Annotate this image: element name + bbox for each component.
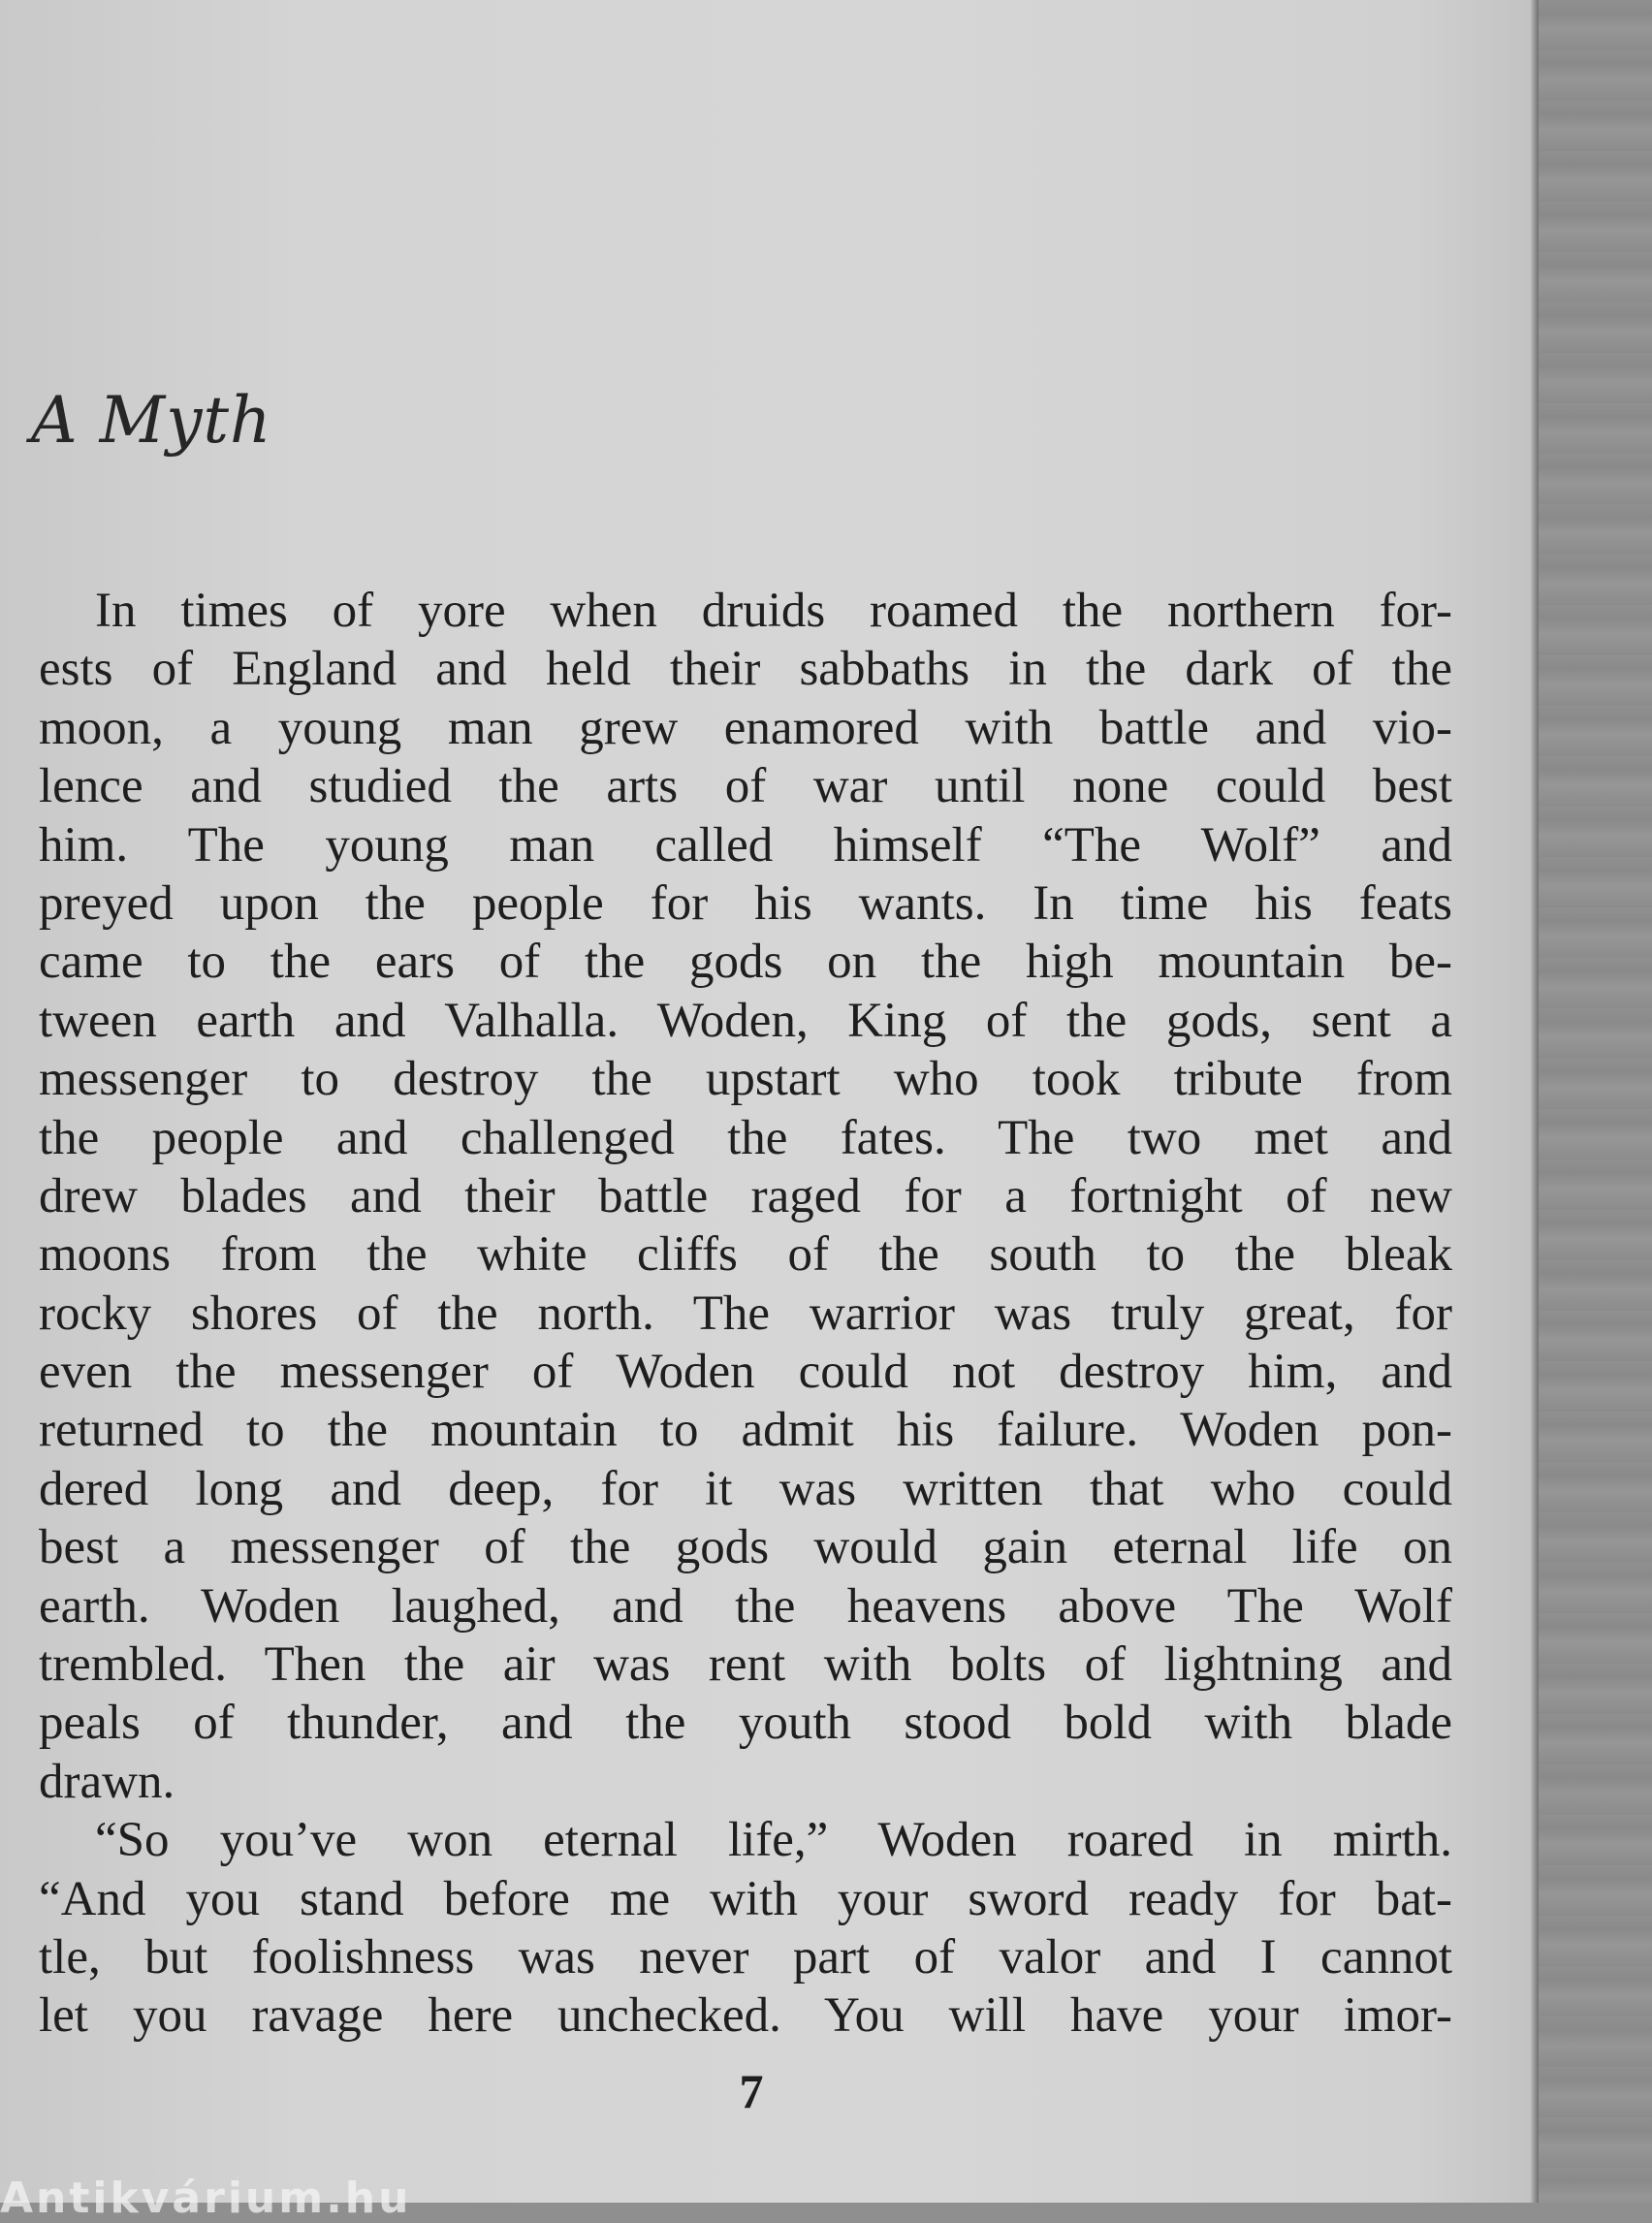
body-text — [39, 582, 1452, 2046]
text-line: let you ravage here unchecked. You will have your imor- — [39, 1988, 1452, 2044]
text-line: “And you stand before me with your sword ready for bat- — [39, 1871, 1452, 1926]
text-line: dered long and deep, for it was written that who could — [39, 1461, 1452, 1516]
chapter-title: A Myth — [31, 383, 272, 458]
paragraph — [39, 1811, 1452, 2046]
text-line: best a messenger of the gods would gain eternal life on — [39, 1520, 1452, 1575]
text-line: tle, but foolishness was never part of valor and I cannot — [39, 1929, 1452, 1985]
text-line: moons from the white cliffs of the south to the bleak — [39, 1227, 1452, 1283]
paragraph — [39, 582, 1452, 1811]
background-surface — [1539, 0, 1652, 2203]
page-edge-shadow — [1531, 0, 1539, 2203]
text-line: lence and studied the arts of war until none could best — [39, 759, 1452, 814]
text-line: moon, a young man grew enamored with battle and vio- — [39, 700, 1452, 755]
page-number: 7 — [739, 2064, 764, 2118]
text-line: preyed upon the people for his wants. In time his feats — [39, 875, 1452, 931]
text-line: came to the ears of the gods on the high mountain be- — [39, 935, 1452, 990]
text-line: the people and challenged the fates. The two met and — [39, 1110, 1452, 1165]
text-line: “So you’ve won eternal life,” Woden roared in mirth. — [95, 1813, 1452, 1868]
text-line: tween earth and Valhalla. Woden, King of the gods, sent a — [39, 993, 1452, 1048]
text-line: him. The young man called himself “The Wolf” and — [39, 817, 1452, 873]
text-line: In times of yore when druids roamed the northern for- — [95, 584, 1452, 638]
text-line: ests of England and held their sabbaths in the dark of the — [39, 642, 1452, 697]
text-line: trembled. Then the air was rent with bolts of lightning and — [39, 1637, 1452, 1693]
text-line: messenger to destroy the upstart who took tribute from — [39, 1052, 1452, 1107]
text-line: returned to the mountain to admit his failure. Woden pon- — [39, 1403, 1452, 1458]
text-line: earth. Woden laughed, and the heavens above The Wolf — [39, 1578, 1452, 1634]
watermark: Antikvárium.hu — [0, 2174, 412, 2223]
text-line: drew blades and their battle raged for a fortnight of new — [39, 1168, 1452, 1223]
text-line: peals of thunder, and the youth stood bold with blade — [39, 1696, 1452, 1751]
text-line: drawn. — [39, 1754, 175, 1809]
text-line: rocky shores of the north. The warrior was truly great, for — [39, 1286, 1452, 1341]
text-line: even the messenger of Woden could not destroy him, and — [39, 1345, 1452, 1400]
